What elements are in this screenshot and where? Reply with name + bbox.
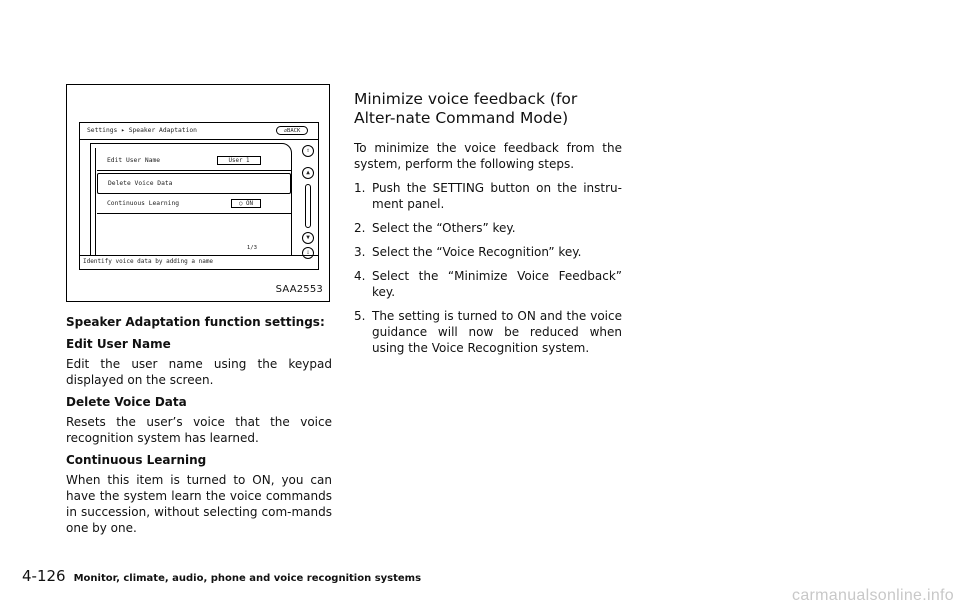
continuous-learning-value [231, 199, 261, 208]
watermark: carmanualsonline.info [792, 587, 954, 604]
on-label: ON [246, 201, 253, 207]
section-heading: Minimize voice feedback (for Alter-nate Command Mode) [354, 90, 578, 127]
chapter-title: Monitor, climate, audio, phone and voice recognition systems [73, 573, 422, 584]
item-body: Edit the user name using the keypad displayed on the screen. [66, 357, 332, 387]
screen-title: Settings ▸ Speaker Adaptation [87, 127, 197, 134]
page-indicator: 1/3 [246, 245, 257, 251]
row-label: Edit User Name [107, 157, 161, 164]
indicator-icon: ○ [239, 201, 246, 207]
step-text: Select the “Minimize Voice Feedback” key. [372, 269, 622, 299]
page-footer [22, 567, 421, 585]
back-arrow-icon: ↺ [283, 128, 288, 134]
step-item [354, 268, 622, 300]
step-text: Select the “Voice Recognition” key. [372, 245, 582, 259]
step-number: 1. [354, 181, 366, 195]
item-body: Resets the user’s voice that the voice recognition system has learned. [66, 415, 332, 445]
page-number: 4-126 [22, 567, 66, 585]
voice-down-icon: ⇩ [302, 247, 314, 259]
item-body: When this item is turned to ON, you can have the system learn the voice commands in succession, without selecting com-mands one by one. [66, 473, 332, 535]
row-edit-user-name [97, 151, 291, 171]
scroll-up-icon: ▲ [302, 167, 314, 179]
step-text: The setting is turned to ON and the voice guidance will now be reduced when using the Voice Recognition system. [372, 309, 622, 355]
figure-code: SAA2553 [275, 284, 323, 295]
steps-list [354, 180, 622, 356]
step-item [354, 308, 622, 356]
right-column [354, 90, 622, 364]
step-text: Select the “Others” key. [372, 221, 516, 235]
settings-panel [90, 143, 292, 256]
step-number: 2. [354, 221, 366, 235]
voice-icon: ⇧ [302, 145, 314, 157]
screen-figure [66, 84, 330, 302]
scrollbar [305, 184, 311, 228]
step-number: 3. [354, 245, 366, 259]
item-heading: Delete Voice Data [66, 395, 187, 409]
step-text: Push the SETTING button on the instru-ment panel. [372, 181, 622, 211]
left-column [66, 314, 332, 536]
display-screen [79, 122, 319, 270]
row-continuous-learning [97, 194, 291, 214]
item-heading: Continuous Learning [66, 453, 207, 467]
step-number: 4. [354, 269, 366, 283]
row-delete-voice-data [97, 173, 291, 194]
step-item [354, 180, 622, 212]
status-bar: Identify voice data by adding a name [80, 255, 318, 269]
row-label: Delete Voice Data [108, 180, 173, 187]
row-label: Continuous Learning [107, 200, 180, 207]
scroll-down-icon: ▼ [302, 232, 314, 244]
item-heading: Edit User Name [66, 337, 171, 351]
function-settings-caption: Speaker Adaptation function settings: [66, 315, 325, 329]
section-intro: To minimize the voice feedback from the system, perform the following steps. [354, 141, 622, 171]
back-button [276, 126, 308, 135]
step-number: 5. [354, 309, 366, 323]
step-item [354, 220, 622, 236]
step-item [354, 244, 622, 260]
screen-divider [80, 139, 318, 140]
back-label: BACK [287, 128, 301, 134]
user-name-value: User 1 [217, 156, 261, 165]
